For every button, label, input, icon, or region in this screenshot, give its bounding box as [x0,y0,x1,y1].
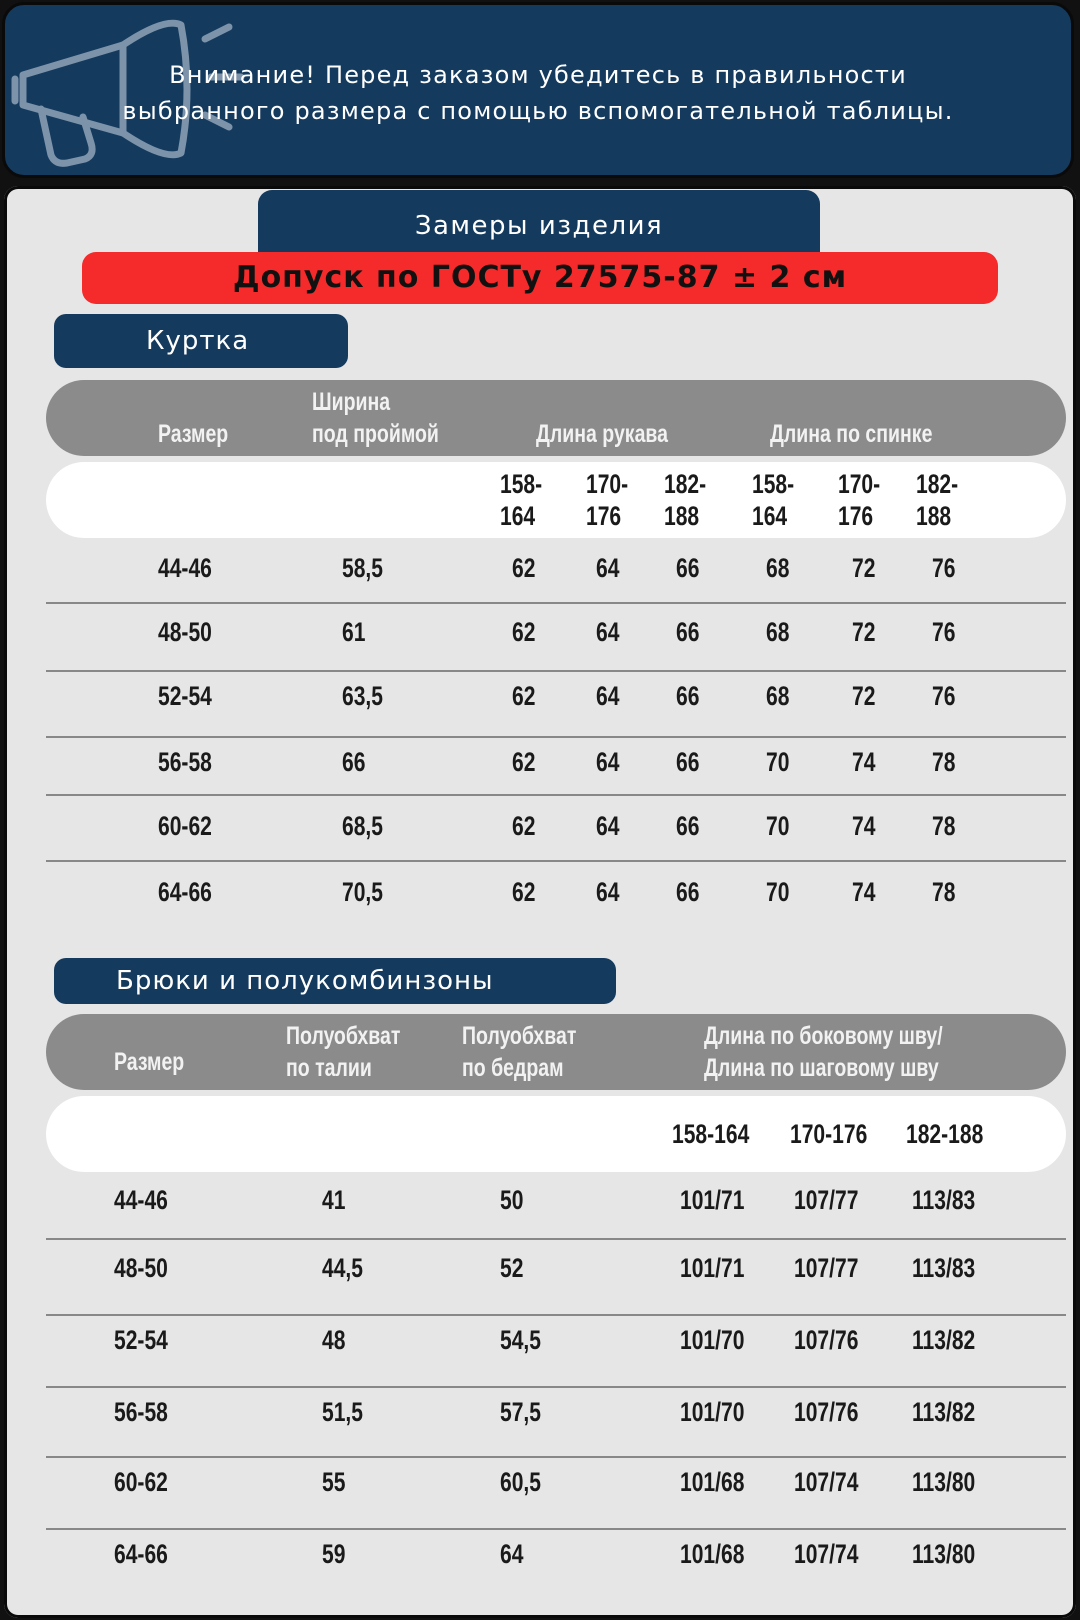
pants-row-divider [46,1314,1066,1316]
jacket-row-value: 64 [596,747,620,777]
notice-banner [2,2,1074,178]
jacket-height-bottom: 164 [500,501,536,531]
jacket-height-top: 182- [916,469,959,499]
jacket-height-top: 158- [500,469,543,499]
pants-row-value: 113/82 [912,1325,976,1355]
pants-row-value: 59 [322,1539,346,1569]
pants-row-value: 107/76 [794,1397,859,1427]
jacket-row-value: 61 [342,617,366,647]
jacket-row-value: 62 [512,877,536,907]
jacket-row-value: 70,5 [342,877,383,907]
jacket-row-value: 74 [852,811,876,841]
jacket-height-bottom: 188 [916,501,952,531]
jacket-height-bottom: 176 [838,501,874,531]
jacket-row-value: 66 [676,681,700,711]
jacket-row-size: 44-46 [158,553,212,583]
jacket-row-value: 62 [512,553,536,583]
pants-row-value: 101/68 [680,1467,745,1497]
jacket-row-value: 72 [852,617,876,647]
pants-height-label: 158-164 [672,1119,750,1149]
pants-row-value: 101/70 [680,1325,745,1355]
pants-row-value: 51,5 [322,1397,363,1427]
jacket-row-value: 68 [766,553,790,583]
notice-line-2: выбранного размера с помощью вспомогательной таблицы. [122,97,954,125]
jacket-row-divider [46,670,1066,672]
jacket-height-top: 170- [838,469,881,499]
pants-row-value: 57,5 [500,1397,541,1427]
pants-header-hips-2: по бедрам [462,1054,564,1082]
jacket-section-label: Куртка [54,314,348,368]
jacket-row-value: 76 [932,617,956,647]
pants-row-divider [46,1528,1066,1530]
pants-row-size: 56-58 [114,1397,168,1427]
jacket-height-top: 182- [664,469,707,499]
pants-row-divider [46,1386,1066,1388]
jacket-row-value: 63,5 [342,681,383,711]
pants-header-length-2: Длина по шаговому шву [704,1054,939,1082]
pants-row-size: 64-66 [114,1539,168,1569]
jacket-row-value: 62 [512,811,536,841]
jacket-row-value: 64 [596,877,620,907]
jacket-row-value: 70 [766,877,790,907]
pants-header-hips-1: Полуобхват [462,1022,577,1050]
notice-text [5,57,1071,129]
pants-row-value: 113/82 [912,1397,976,1427]
jacket-height-bottom: 164 [752,501,788,531]
tolerance-banner: Допуск по ГОСТу 27575-87 ± 2 см [82,252,998,304]
pants-row-value: 48 [322,1325,346,1355]
jacket-row-value: 72 [852,553,876,583]
jacket-row-value: 64 [596,811,620,841]
jacket-header-sleeve: Длина рукава [536,420,668,448]
pants-row-size: 48-50 [114,1253,168,1283]
jacket-row-size: 52-54 [158,681,212,711]
pants-row-value: 52 [500,1253,524,1283]
pants-row-value: 113/80 [912,1539,976,1569]
jacket-row-value: 78 [932,747,956,777]
jacket-row-divider [46,602,1066,604]
jacket-row-value: 66 [676,811,700,841]
pants-row-size: 44-46 [114,1185,168,1215]
pants-row-value: 107/77 [794,1185,859,1215]
jacket-header-chest-2: под проймой [312,420,439,448]
jacket-height-top: 170- [586,469,629,499]
jacket-row-value: 66 [342,747,366,777]
jacket-height-bottom: 188 [664,501,700,531]
pants-row-size: 52-54 [114,1325,168,1355]
jacket-row-size: 64-66 [158,877,212,907]
jacket-height-bar [46,462,1066,538]
pants-height-label: 170-176 [790,1119,868,1149]
jacket-row-value: 64 [596,681,620,711]
jacket-row-divider [46,860,1066,862]
jacket-row-value: 62 [512,681,536,711]
pants-row-value: 107/77 [794,1253,859,1283]
jacket-row-value: 66 [676,747,700,777]
notice-line-1: Внимание! Перед заказом убедитесь в правильности [169,61,907,89]
jacket-header-chest-1: Ширина [312,388,391,416]
jacket-row-value: 62 [512,617,536,647]
jacket-row-value: 68 [766,681,790,711]
jacket-header-size: Размер [158,420,229,448]
jacket-row-value: 70 [766,747,790,777]
jacket-row-value: 74 [852,747,876,777]
jacket-row-size: 48-50 [158,617,212,647]
pants-row-value: 60,5 [500,1467,541,1497]
pants-row-value: 113/83 [912,1253,976,1283]
pants-row-divider [46,1456,1066,1458]
pants-row-size: 60-62 [114,1467,168,1497]
pants-header-waist-2: по талии [286,1054,372,1082]
pants-row-value: 55 [322,1467,346,1497]
pants-row-divider [46,1238,1066,1240]
pants-row-value: 101/68 [680,1539,745,1569]
jacket-header-back: Длина по спинке [770,420,933,448]
pants-row-value: 41 [322,1185,346,1215]
pants-row-value: 113/80 [912,1467,976,1497]
pants-row-value: 107/74 [794,1539,859,1569]
jacket-row-value: 62 [512,747,536,777]
jacket-row-value: 66 [676,617,700,647]
pants-row-value: 113/83 [912,1185,976,1215]
jacket-row-value: 78 [932,877,956,907]
jacket-row-value: 68 [766,617,790,647]
measurements-title: Замеры изделия [258,190,820,258]
jacket-row-value: 72 [852,681,876,711]
jacket-row-value: 64 [596,553,620,583]
pants-header-size: Размер [114,1048,185,1076]
jacket-row-value: 76 [932,681,956,711]
jacket-row-size: 56-58 [158,747,212,777]
jacket-row-divider [46,736,1066,738]
jacket-row-value: 78 [932,811,956,841]
jacket-row-value: 76 [932,553,956,583]
jacket-row-value: 64 [596,617,620,647]
pants-row-value: 54,5 [500,1325,541,1355]
pants-height-label: 182-188 [906,1119,984,1149]
jacket-height-bottom: 176 [586,501,622,531]
jacket-row-value: 74 [852,877,876,907]
jacket-height-top: 158- [752,469,795,499]
pants-row-value: 107/76 [794,1325,859,1355]
pants-row-value: 44,5 [322,1253,363,1283]
jacket-row-value: 58,5 [342,553,383,583]
jacket-row-value: 70 [766,811,790,841]
pants-row-value: 101/71 [680,1253,745,1283]
jacket-row-divider [46,794,1066,796]
pants-section-label: Брюки и полукомбинзоны [54,958,616,1004]
pants-row-value: 50 [500,1185,524,1215]
pants-row-value: 107/74 [794,1467,859,1497]
pants-header-waist-1: Полуобхват [286,1022,401,1050]
jacket-row-value: 66 [676,553,700,583]
jacket-row-size: 60-62 [158,811,212,841]
pants-row-value: 101/70 [680,1397,745,1427]
pants-row-value: 64 [500,1539,524,1569]
pants-header-length-1: Длина по боковому шву/ [704,1022,943,1050]
jacket-row-value: 66 [676,877,700,907]
pants-row-value: 101/71 [680,1185,745,1215]
jacket-row-value: 68,5 [342,811,383,841]
